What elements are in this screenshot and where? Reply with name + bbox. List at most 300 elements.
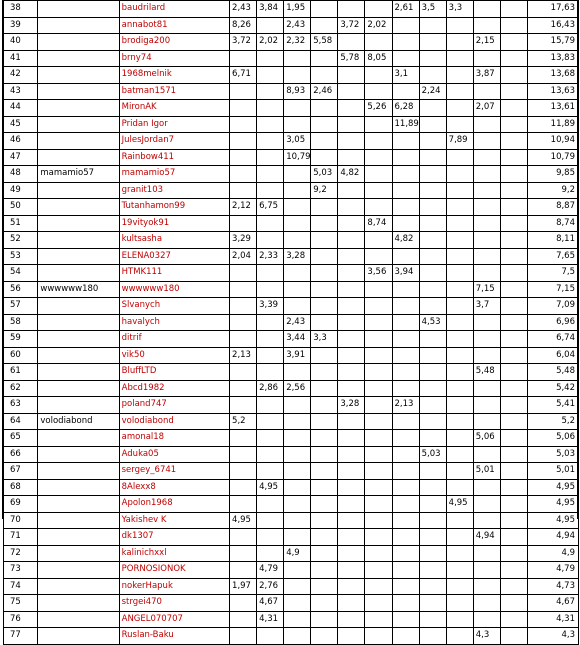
score-cell — [446, 314, 473, 331]
score-cell — [419, 232, 446, 249]
score-cell: 3,3 — [446, 1, 473, 18]
score-cell — [392, 595, 419, 612]
score-cell: 8,74 — [365, 215, 392, 232]
player-name-cell: JulesJordan7 — [119, 133, 229, 150]
score-cell — [257, 545, 284, 562]
score-cell — [419, 331, 446, 348]
rank-cell: 40 — [4, 34, 38, 51]
score-cell: 7,15 — [473, 281, 500, 298]
total-cell: 7,09 — [527, 298, 578, 315]
score-cell — [446, 83, 473, 100]
score-cell — [392, 298, 419, 315]
score-cell: 2,43 — [284, 17, 311, 34]
player-name-cell: ELENA0327 — [119, 248, 229, 265]
table-row — [4, 578, 579, 595]
score-cell — [419, 182, 446, 199]
table-row — [4, 545, 579, 562]
player-name-cell: kultsasha — [119, 232, 229, 249]
score-cell — [419, 281, 446, 298]
total-cell: 5,01 — [527, 463, 578, 480]
team-cell — [38, 116, 119, 133]
score-cell — [230, 611, 257, 628]
score-cell — [257, 133, 284, 150]
score-cell — [284, 479, 311, 496]
score-cell — [311, 232, 338, 249]
score-cell — [446, 529, 473, 546]
table-row — [4, 446, 579, 463]
score-cell — [500, 17, 527, 34]
score-cell — [311, 628, 338, 645]
score-cell — [257, 83, 284, 100]
score-cell — [500, 446, 527, 463]
score-cell — [500, 562, 527, 579]
score-cell — [446, 545, 473, 562]
score-cell — [257, 314, 284, 331]
score-cell — [419, 265, 446, 282]
score-cell — [446, 232, 473, 249]
score-cell — [473, 380, 500, 397]
score-cell — [257, 232, 284, 249]
score-cell — [446, 578, 473, 595]
score-cell — [230, 562, 257, 579]
score-cell — [365, 182, 392, 199]
score-cell — [446, 463, 473, 480]
player-name-cell: PORNOSIONOK — [119, 562, 229, 579]
score-cell — [230, 50, 257, 67]
table-row — [4, 479, 579, 496]
score-cell — [419, 17, 446, 34]
score-cell — [500, 397, 527, 414]
score-cell — [419, 578, 446, 595]
score-cell — [365, 298, 392, 315]
score-cell — [419, 199, 446, 216]
score-cell — [284, 50, 311, 67]
score-cell — [473, 248, 500, 265]
score-cell — [338, 149, 365, 166]
total-cell: 7,5 — [527, 265, 578, 282]
score-cell — [500, 595, 527, 612]
score-cell: 2,46 — [311, 83, 338, 100]
player-name-cell: Aduka05 — [119, 446, 229, 463]
total-cell: 4,95 — [527, 479, 578, 496]
score-cell — [257, 182, 284, 199]
score-cell: 2,24 — [419, 83, 446, 100]
score-cell — [500, 347, 527, 364]
rank-cell: 50 — [4, 199, 38, 216]
score-cell — [338, 232, 365, 249]
score-cell — [473, 1, 500, 18]
score-cell: 2,43 — [284, 314, 311, 331]
player-name-cell: Slvanych — [119, 298, 229, 315]
score-cell — [257, 446, 284, 463]
score-cell — [338, 100, 365, 117]
score-cell — [392, 347, 419, 364]
rank-cell: 71 — [4, 529, 38, 546]
score-cell: 3,28 — [284, 248, 311, 265]
total-cell: 7,15 — [527, 281, 578, 298]
score-cell — [338, 83, 365, 100]
score-cell: 2,86 — [257, 380, 284, 397]
player-name-cell: annabot81 — [119, 17, 229, 34]
score-cell — [500, 232, 527, 249]
table-row — [4, 463, 579, 480]
score-cell — [338, 265, 365, 282]
score-cell: 11,89 — [392, 116, 419, 133]
score-cell — [230, 215, 257, 232]
score-cell — [284, 166, 311, 183]
score-cell — [473, 331, 500, 348]
score-cell — [338, 1, 365, 18]
score-cell — [365, 199, 392, 216]
score-cell — [446, 100, 473, 117]
score-cell — [392, 628, 419, 645]
score-cell — [419, 496, 446, 513]
table-row — [4, 67, 579, 84]
score-cell — [284, 430, 311, 447]
score-cell: 3,72 — [230, 34, 257, 51]
rank-cell: 42 — [4, 67, 38, 84]
team-cell — [38, 562, 119, 579]
score-cell: 6,71 — [230, 67, 257, 84]
rank-cell: 44 — [4, 100, 38, 117]
score-cell — [284, 628, 311, 645]
score-cell — [500, 611, 527, 628]
score-cell: 10,79 — [284, 149, 311, 166]
score-cell — [473, 215, 500, 232]
table-row — [4, 529, 579, 546]
score-cell — [311, 364, 338, 381]
score-cell — [365, 562, 392, 579]
score-cell: 2,02 — [257, 34, 284, 51]
score-cell — [338, 562, 365, 579]
score-cell — [419, 100, 446, 117]
score-cell: 2,43 — [230, 1, 257, 18]
score-cell — [311, 413, 338, 430]
score-cell: 4,31 — [257, 611, 284, 628]
score-cell — [338, 479, 365, 496]
score-cell — [284, 100, 311, 117]
score-cell: 4,79 — [257, 562, 284, 579]
score-cell: 3,5 — [419, 1, 446, 18]
score-cell: 4,82 — [392, 232, 419, 249]
score-cell — [284, 215, 311, 232]
player-name-cell: 1968melnik — [119, 67, 229, 84]
score-cell — [230, 397, 257, 414]
score-cell — [392, 479, 419, 496]
score-cell — [284, 463, 311, 480]
score-cell — [392, 413, 419, 430]
score-cell — [230, 430, 257, 447]
score-cell — [338, 248, 365, 265]
score-cell: 9,2 — [311, 182, 338, 199]
score-cell — [500, 1, 527, 18]
team-cell — [38, 380, 119, 397]
table-row — [4, 347, 579, 364]
score-cell — [419, 430, 446, 447]
score-cell — [473, 17, 500, 34]
score-cell — [473, 562, 500, 579]
score-cell — [230, 463, 257, 480]
team-cell — [38, 17, 119, 34]
score-cell — [311, 199, 338, 216]
score-cell: 3,44 — [284, 331, 311, 348]
score-cell — [284, 446, 311, 463]
score-cell — [257, 331, 284, 348]
player-name-cell: amonal18 — [119, 430, 229, 447]
total-cell: 8,11 — [527, 232, 578, 249]
score-cell — [365, 166, 392, 183]
team-cell — [38, 248, 119, 265]
score-cell — [311, 149, 338, 166]
score-cell — [473, 611, 500, 628]
player-name-cell: Rainbow411 — [119, 149, 229, 166]
player-name-cell: volodiabond — [119, 413, 229, 430]
score-cell — [311, 529, 338, 546]
score-cell — [230, 314, 257, 331]
rank-cell: 70 — [4, 512, 38, 529]
total-cell: 13,61 — [527, 100, 578, 117]
score-cell — [392, 83, 419, 100]
score-cell — [365, 331, 392, 348]
rank-cell: 65 — [4, 430, 38, 447]
rank-cell: 60 — [4, 347, 38, 364]
score-cell — [311, 512, 338, 529]
score-cell — [500, 364, 527, 381]
total-cell: 5,48 — [527, 364, 578, 381]
score-cell — [500, 430, 527, 447]
score-cell: 8,05 — [365, 50, 392, 67]
team-cell — [38, 578, 119, 595]
score-cell — [338, 314, 365, 331]
score-cell — [419, 463, 446, 480]
score-cell — [392, 182, 419, 199]
score-cell — [230, 149, 257, 166]
player-name-cell: strgei470 — [119, 595, 229, 612]
score-cell: 2,61 — [392, 1, 419, 18]
score-cell — [365, 463, 392, 480]
team-cell: mamamio57 — [38, 166, 119, 183]
score-cell — [338, 380, 365, 397]
score-cell: 5,06 — [473, 430, 500, 447]
score-cell — [419, 215, 446, 232]
score-cell — [473, 496, 500, 513]
score-cell — [473, 133, 500, 150]
score-cell: 1,95 — [284, 1, 311, 18]
score-cell — [392, 34, 419, 51]
score-cell — [419, 545, 446, 562]
score-cell — [419, 50, 446, 67]
score-cell — [392, 133, 419, 150]
score-cell — [473, 149, 500, 166]
rank-cell: 64 — [4, 413, 38, 430]
score-cell — [257, 281, 284, 298]
table-row — [4, 562, 579, 579]
score-cell: 5,78 — [338, 50, 365, 67]
score-cell — [446, 364, 473, 381]
table-row — [4, 314, 579, 331]
score-cell — [338, 281, 365, 298]
score-cell: 3,84 — [257, 1, 284, 18]
score-cell — [311, 562, 338, 579]
score-cell — [500, 314, 527, 331]
score-cell — [500, 215, 527, 232]
score-cell — [446, 331, 473, 348]
score-cell — [392, 545, 419, 562]
score-cell — [311, 100, 338, 117]
score-cell: 5,01 — [473, 463, 500, 480]
score-cell — [419, 364, 446, 381]
score-cell — [446, 215, 473, 232]
player-name-cell: nokerHapuk — [119, 578, 229, 595]
score-cell: 4,67 — [257, 595, 284, 612]
score-cell — [365, 232, 392, 249]
player-name-cell: sergey_6741 — [119, 463, 229, 480]
team-cell — [38, 479, 119, 496]
score-cell — [365, 611, 392, 628]
total-cell: 9,85 — [527, 166, 578, 183]
team-cell — [38, 430, 119, 447]
rank-cell: 54 — [4, 265, 38, 282]
total-cell: 16,43 — [527, 17, 578, 34]
team-cell — [38, 232, 119, 249]
total-cell: 5,2 — [527, 413, 578, 430]
table-row — [4, 1, 579, 18]
score-cell: 2,04 — [230, 248, 257, 265]
score-cell: 5,03 — [311, 166, 338, 183]
rank-cell: 77 — [4, 628, 38, 645]
score-cell — [419, 611, 446, 628]
score-cell — [446, 446, 473, 463]
score-cell — [230, 380, 257, 397]
score-cell — [230, 298, 257, 315]
score-cell — [446, 166, 473, 183]
score-cell — [338, 512, 365, 529]
score-cell — [500, 380, 527, 397]
score-cell: 4,82 — [338, 166, 365, 183]
score-cell — [500, 182, 527, 199]
score-cell: 2,56 — [284, 380, 311, 397]
team-cell — [38, 397, 119, 414]
table-row — [4, 430, 579, 447]
player-name-cell: BluffLTD — [119, 364, 229, 381]
score-cell — [446, 479, 473, 496]
table-row — [4, 364, 579, 381]
score-cell — [446, 281, 473, 298]
score-cell — [419, 512, 446, 529]
score-cell — [419, 149, 446, 166]
score-cell — [446, 413, 473, 430]
score-cell — [392, 446, 419, 463]
score-cell — [311, 314, 338, 331]
score-cell — [338, 215, 365, 232]
score-cell: 6,75 — [257, 199, 284, 216]
score-cell: 2,07 — [473, 100, 500, 117]
table-row — [4, 50, 579, 67]
score-cell — [419, 133, 446, 150]
score-cell — [338, 463, 365, 480]
score-cell: 1,97 — [230, 578, 257, 595]
score-cell — [257, 149, 284, 166]
score-cell — [500, 199, 527, 216]
table-row — [4, 331, 579, 348]
score-cell — [338, 182, 365, 199]
score-cell — [419, 562, 446, 579]
score-cell — [365, 380, 392, 397]
score-cell — [419, 347, 446, 364]
rank-cell: 48 — [4, 166, 38, 183]
score-cell — [419, 67, 446, 84]
table-row — [4, 232, 579, 249]
player-name-cell: mamamio57 — [119, 166, 229, 183]
rank-cell: 74 — [4, 578, 38, 595]
score-cell — [311, 17, 338, 34]
score-cell — [446, 116, 473, 133]
table-row — [4, 413, 579, 430]
score-cell — [257, 430, 284, 447]
score-cell — [311, 347, 338, 364]
score-cell — [338, 578, 365, 595]
rank-cell: 57 — [4, 298, 38, 315]
score-cell — [338, 430, 365, 447]
player-name-cell: Apolon1968 — [119, 496, 229, 513]
rank-cell: 53 — [4, 248, 38, 265]
score-cell — [311, 595, 338, 612]
score-cell — [500, 413, 527, 430]
score-cell — [446, 17, 473, 34]
table-row — [4, 281, 579, 298]
score-cell — [230, 281, 257, 298]
score-cell — [500, 133, 527, 150]
score-cell — [446, 512, 473, 529]
player-name-cell: Tutanhamon99 — [119, 199, 229, 216]
score-cell: 5,03 — [419, 446, 446, 463]
score-cell — [365, 430, 392, 447]
rank-cell: 51 — [4, 215, 38, 232]
total-cell: 4,3 — [527, 628, 578, 645]
score-cell — [365, 248, 392, 265]
table-row — [4, 611, 579, 628]
score-cell: 3,72 — [338, 17, 365, 34]
score-cell — [392, 430, 419, 447]
score-cell — [338, 545, 365, 562]
table-row — [4, 380, 579, 397]
score-cell — [230, 116, 257, 133]
team-cell — [38, 50, 119, 67]
total-cell: 10,79 — [527, 149, 578, 166]
player-name-cell: kalinichxxl — [119, 545, 229, 562]
results-table-frame — [2, 0, 578, 640]
total-cell: 15,79 — [527, 34, 578, 51]
score-cell — [230, 133, 257, 150]
score-cell — [257, 215, 284, 232]
table-row — [4, 149, 579, 166]
score-cell — [311, 496, 338, 513]
score-cell: 2,15 — [473, 34, 500, 51]
table-row — [4, 215, 579, 232]
score-cell — [311, 545, 338, 562]
team-cell — [38, 512, 119, 529]
score-cell — [257, 67, 284, 84]
total-cell: 8,87 — [527, 199, 578, 216]
total-cell: 4,94 — [527, 529, 578, 546]
score-cell — [284, 265, 311, 282]
score-cell: 4,95 — [446, 496, 473, 513]
score-cell: 3,28 — [338, 397, 365, 414]
score-cell: 2,13 — [230, 347, 257, 364]
score-cell — [392, 380, 419, 397]
score-cell — [284, 397, 311, 414]
score-cell — [392, 314, 419, 331]
